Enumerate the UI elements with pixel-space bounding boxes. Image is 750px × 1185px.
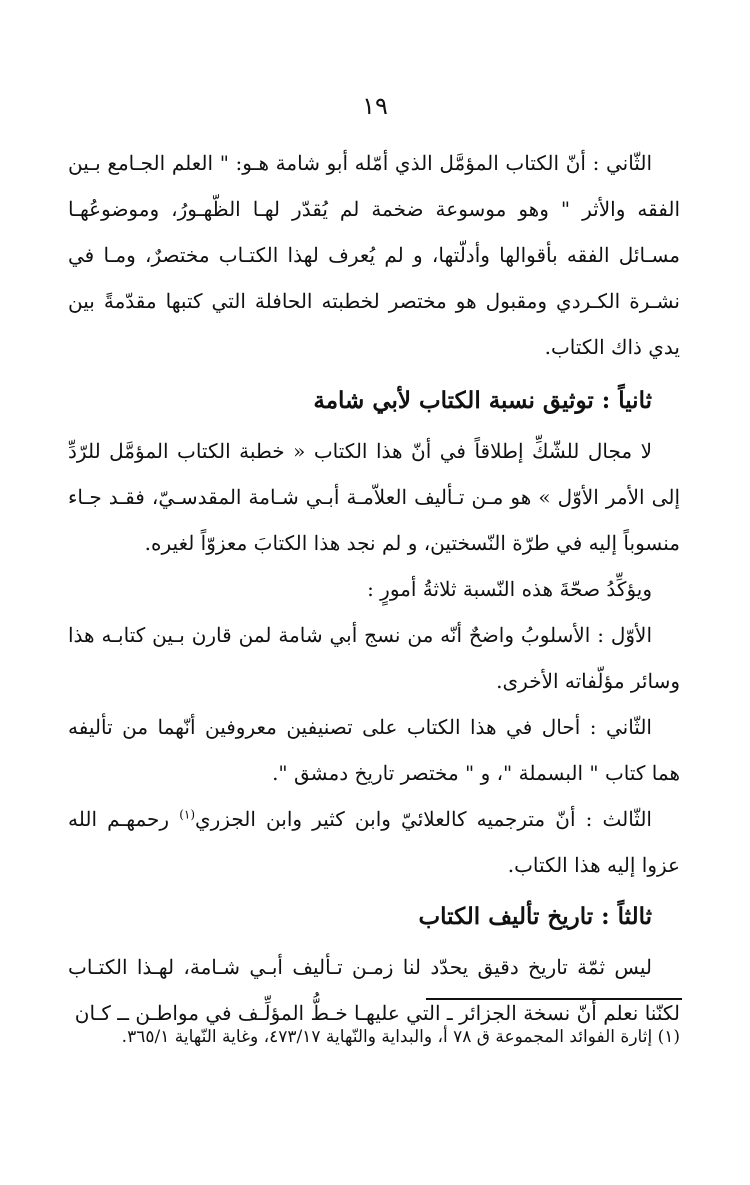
paragraph-attribution: لا مجال للشّكِّ إطلاقاً في أنّ هذا الكتاب « خطبة الكتاب المؤمَّل للرّدِّ إلى الأمر الأوّل » هو مـن تـأليف العلاّمـة أبـي شـامة المقدسـيّ، فقـد جـاء منسوباً إليه في طرّة النّسختين، و لم نجد هذا الكتابَ معزوّاً لغيره. — [68, 439, 680, 555]
third-matter-text-start: الثّالث : أنّ مترجميه كالعلائيّ وابن كثير وابن الجزري — [195, 807, 652, 831]
paragraph-first-matter: الأوّل : الأسلوبُ واضحٌ أنّه من نسج أبي شامة لمن قارن بـين كتابـه هذا وسائر مؤلّفاته الأخرى. — [68, 623, 680, 693]
paragraph-date: ليس ثمّة تاريخ دقيق يحدّد لنا زمـن تـأليف أبـي شـامة، لهـذا الكتـاب لكنّنا نعلم أنّ نسخة الجزائر ـ التي عليهـا خـطُّ المؤلِّـف في مواطـن ــ كـان — [68, 955, 680, 1025]
paragraph-third-matter — [68, 796, 680, 888]
section-heading-attribution: ثانياً : توثيق نسبة الكتاب لأبي شامة — [313, 387, 652, 414]
paragraph-second-matter: الثّاني : أحال في هذا الكتاب على تصنيفين معروفين أنّهما من تأليفه هما كتاب " البسملة "، و " مختصر تاريخ دمشق ". — [68, 715, 680, 785]
paragraph-second-point: الثّاني : أنّ الكتاب المؤمَّل الذي أمّله أبو شامة هـو: " العلم الجـامع بـين الفقه والأثر " وهو موسوعة ضخمة لم يُقدّر لهـا الظّهـورُ، وموضوعُهـا مسـائل الفقه بأقوالها وأدلّتها، و لم يُعرف لهذا الكتـاب مختصرٌ، ومـا في نشـرة الكـردي ومقبول هو مختصر لخطبته الحافلة التي كتبها مقدّمةً بين يدي ذاك الكتاب. — [68, 151, 680, 359]
section-heading-date: ثالثاً : تاريخ تأليف الكتاب — [418, 903, 652, 930]
third-matter-text-end: رحمهـم الله عزوا إليه هذا الكتاب. — [68, 807, 680, 877]
footnote: (١) إثارة الفوائد المجموعة ق ٧٨ أ، والبداية والنّهاية ٤٧٣/١٧، وغاية النّهاية ٣٦٥/١. — [121, 1027, 680, 1047]
page-body — [68, 140, 680, 1036]
paragraph-three-matters: ويؤكِّدُ صحّةَ هذه النّسبة ثلاثةُ أمورٍ : — [367, 577, 652, 601]
footnote-divider — [426, 998, 682, 1000]
footnote-marker: (١) — [179, 807, 196, 822]
page-number: ١٩ — [362, 92, 388, 120]
